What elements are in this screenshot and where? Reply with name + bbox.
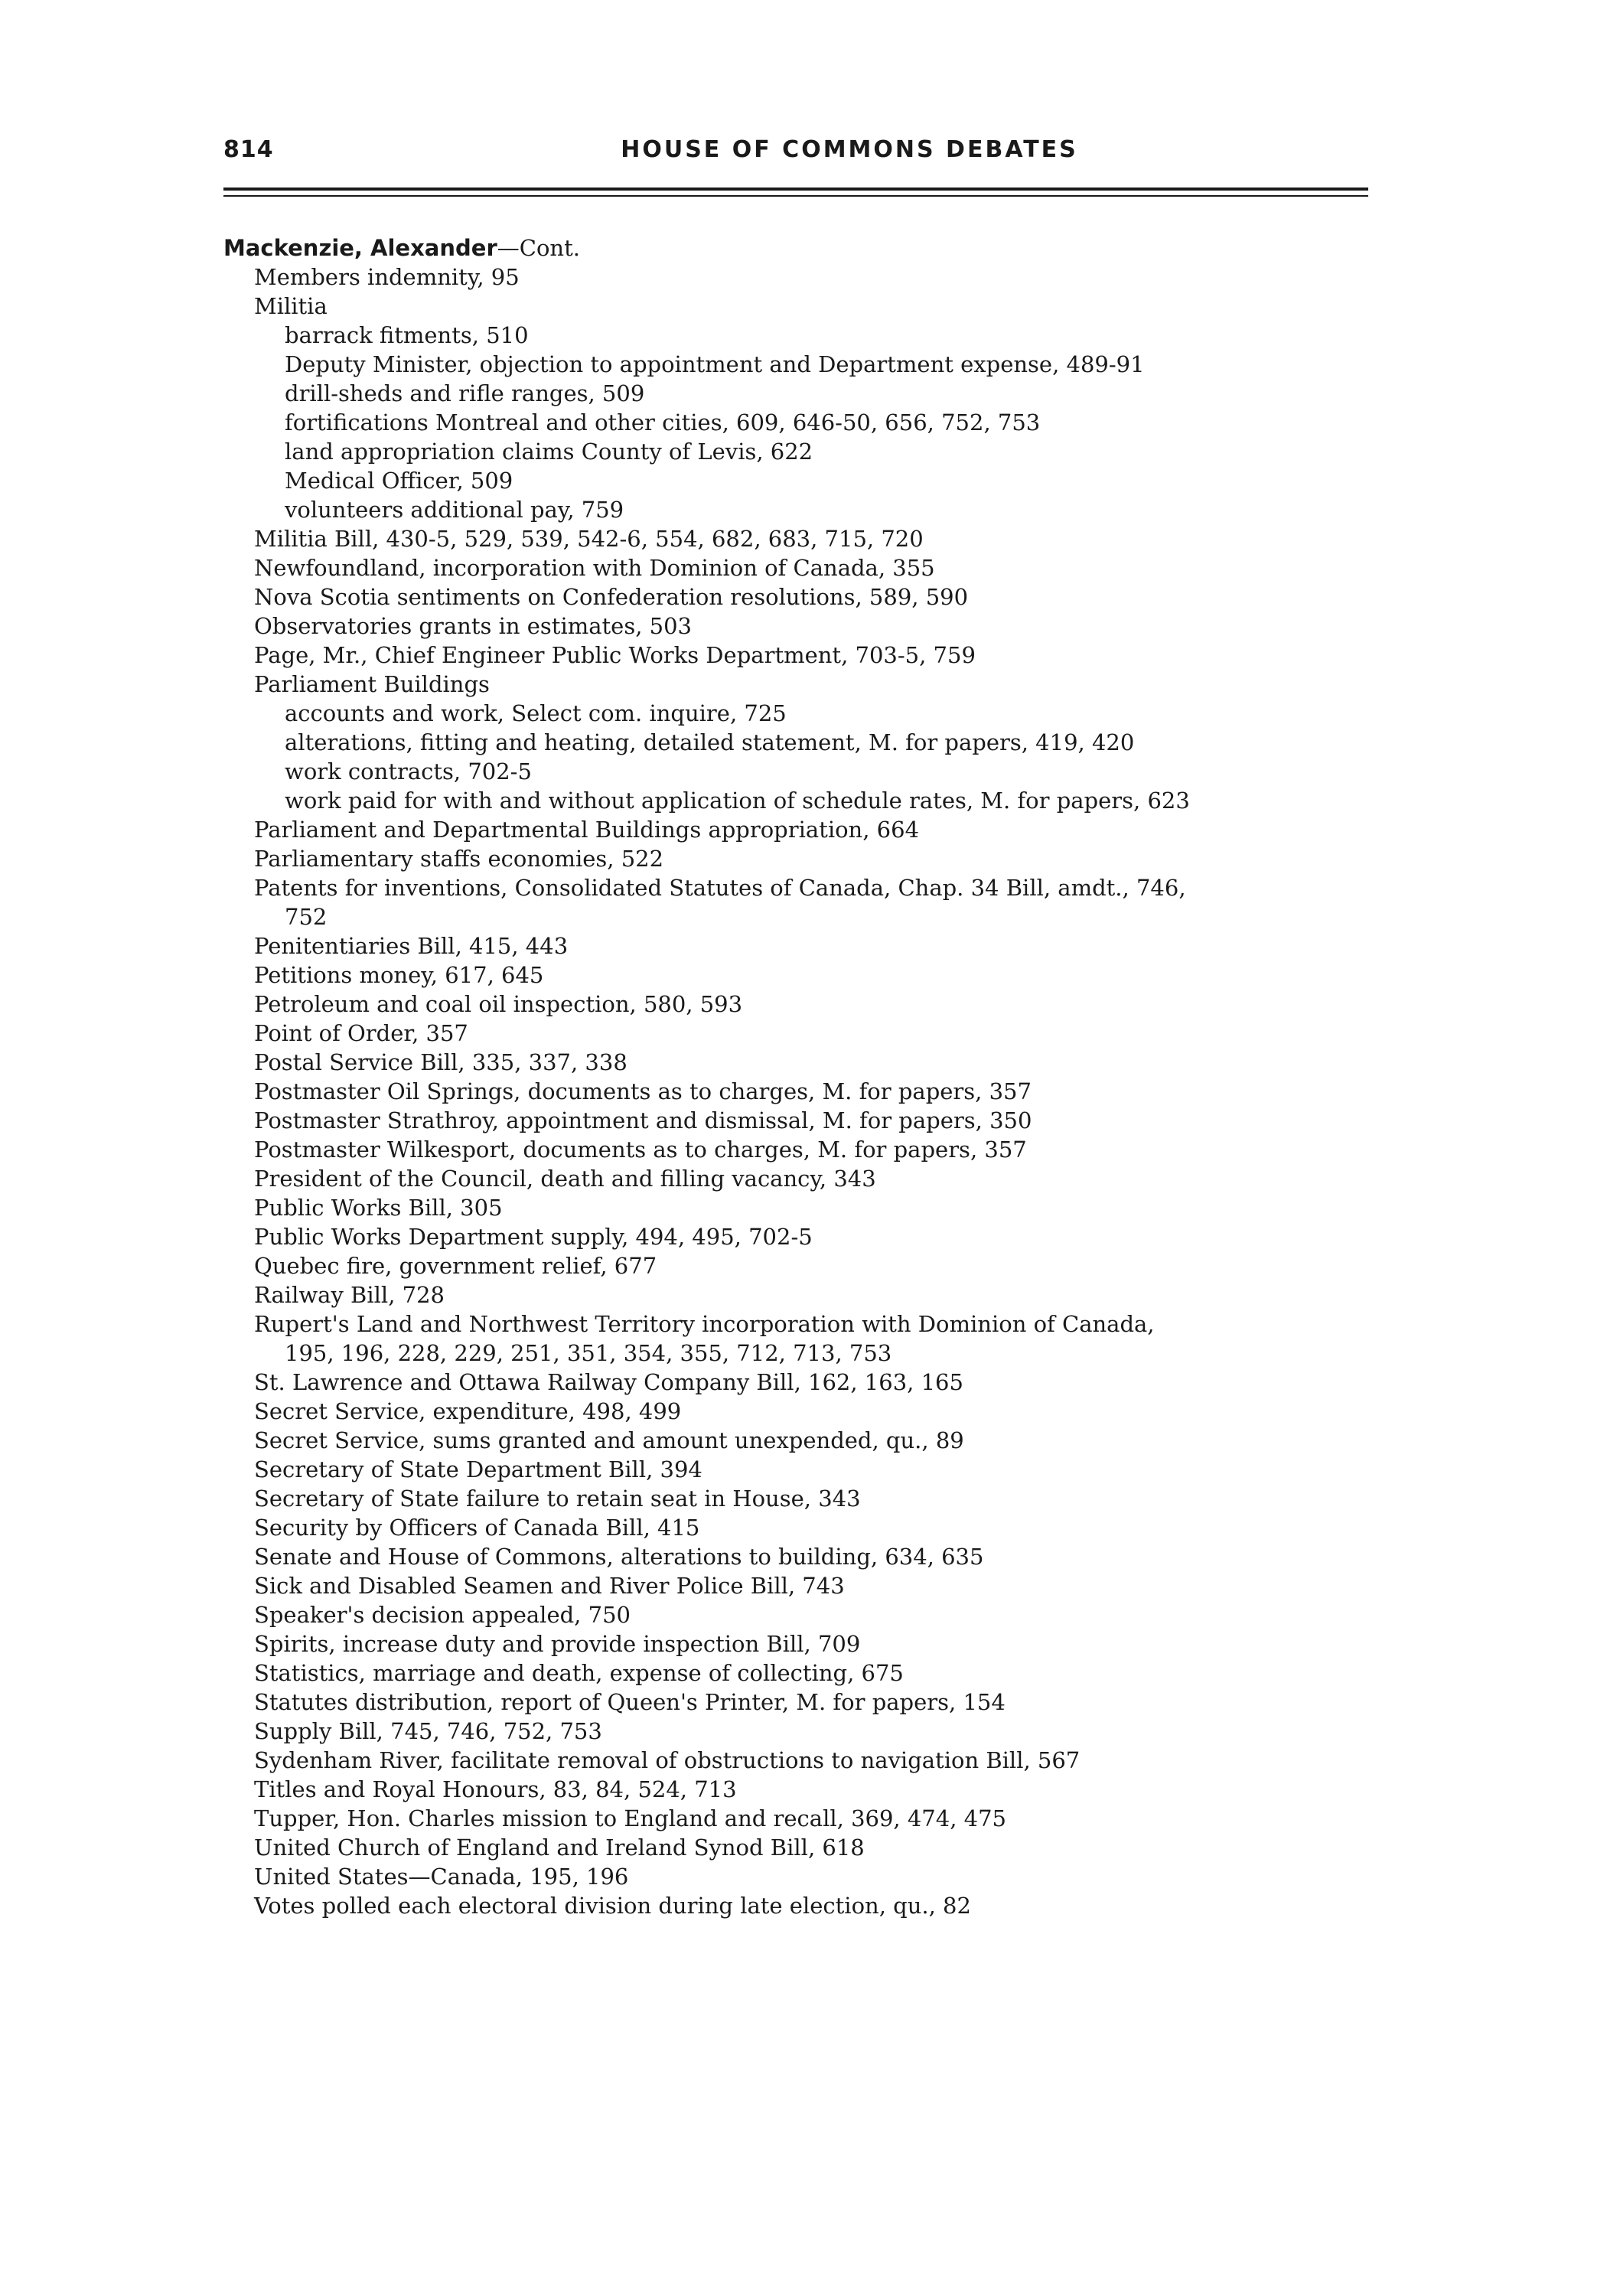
index-subentry: 195, 196, 228, 229, 251, 351, 354, 355, 712, 713, 753 xyxy=(285,1340,892,1366)
index-subentry: work paid for with and without application of schedule rates, M. for papers, 623 xyxy=(285,788,1190,814)
index-entry: Point of Order, 357 xyxy=(254,1020,468,1046)
index-entry: Patents for inventions, Consolidated Statutes of Canada, Chap. 34 Bill, amdt., 746, xyxy=(254,875,1186,901)
index-entry: Public Works Bill, 305 xyxy=(254,1195,503,1221)
index-entry: Secretary of State Department Bill, 394 xyxy=(254,1456,702,1482)
index-entry: Penitentiaries Bill, 415, 443 xyxy=(254,933,569,959)
index-subentry: accounts and work, Select com. inquire, 725 xyxy=(285,700,787,726)
index-entry: Postmaster Oil Springs, documents as to charges, M. for papers, 357 xyxy=(254,1078,1032,1104)
index-entry: Secret Service, expenditure, 498, 499 xyxy=(254,1398,682,1424)
page-number: 814 xyxy=(223,136,274,163)
index-entry: Militia Bill, 430-5, 529, 539, 542-6, 554, 682, 683, 715, 720 xyxy=(254,526,924,552)
index-entry: Parliamentary staffs economies, 522 xyxy=(254,846,664,872)
index-entry: Militia xyxy=(254,293,328,319)
index-entry: Secretary of State failure to retain seat in House, 343 xyxy=(254,1486,861,1512)
running-head-title: HOUSE OF COMMONS DEBATES xyxy=(621,136,1078,163)
index-subentry: 752 xyxy=(285,904,328,930)
index-entry: Statutes distribution, report of Queen's Printer, M. for papers, 154 xyxy=(254,1689,1006,1715)
index-entry: Titles and Royal Honours, 83, 84, 524, 713 xyxy=(254,1776,737,1802)
index-entry: Petitions money, 617, 645 xyxy=(254,962,544,988)
index-entry: Postmaster Wilkesport, documents as to charges, M. for papers, 357 xyxy=(254,1137,1027,1163)
index-entry: Sydenham River, facilitate removal of obstructions to navigation Bill, 567 xyxy=(254,1747,1081,1773)
index-entry: Newfoundland, incorporation with Dominion of Canada, 355 xyxy=(254,555,935,581)
index-entry: Railway Bill, 728 xyxy=(254,1282,445,1308)
index-entries xyxy=(223,233,1387,1920)
index-heading xyxy=(223,233,1387,263)
heading-suffix: —Cont. xyxy=(497,235,580,261)
index-subentry: drill-sheds and rifle ranges, 509 xyxy=(285,380,645,406)
index-subentry: Medical Officer, 509 xyxy=(285,468,513,494)
index-entry: St. Lawrence and Ottawa Railway Company Bill, 162, 163, 165 xyxy=(254,1369,963,1395)
index-entry: United States—Canada, 195, 196 xyxy=(254,1864,629,1890)
index-entry: Spirits, increase duty and provide inspection Bill, 709 xyxy=(254,1631,861,1657)
index-entry: Petroleum and coal oil inspection, 580, 593 xyxy=(254,991,743,1017)
index-entry: Supply Bill, 745, 746, 752, 753 xyxy=(254,1718,602,1744)
index-entry: Members indemnity, 95 xyxy=(254,264,520,290)
index-entry: Parliament and Departmental Buildings appropriation, 664 xyxy=(254,817,920,843)
index-entry: President of the Council, death and filling vacancy, 343 xyxy=(254,1166,876,1192)
heading-name: Mackenzie, Alexander xyxy=(223,235,497,261)
index-entry: Parliament Buildings xyxy=(254,671,490,697)
index-subentry: work contracts, 702-5 xyxy=(285,758,532,784)
index-entry: Page, Mr., Chief Engineer Public Works Department, 703-5, 759 xyxy=(254,642,976,668)
index-entry: Rupert's Land and Northwest Territory incorporation with Dominion of Canada, xyxy=(254,1311,1155,1337)
index-entry: Statistics, marriage and death, expense of collecting, 675 xyxy=(254,1660,904,1686)
index-subentry: volunteers additional pay, 759 xyxy=(285,497,624,523)
index-entry: Senate and House of Commons, alterations to building, 634, 635 xyxy=(254,1544,984,1570)
index-subentry: alterations, fitting and heating, detailed statement, M. for papers, 419, 420 xyxy=(285,729,1135,755)
index-entry: Nova Scotia sentiments on Confederation resolutions, 589, 590 xyxy=(254,584,969,610)
index-entry: Postmaster Strathroy, appointment and dismissal, M. for papers, 350 xyxy=(254,1107,1032,1133)
index-entry: United Church of England and Ireland Synod Bill, 618 xyxy=(254,1835,865,1861)
index-entry: Secret Service, sums granted and amount unexpended, qu., 89 xyxy=(254,1427,964,1453)
index-entry: Observatories grants in estimates, 503 xyxy=(254,613,692,639)
index-entry: Security by Officers of Canada Bill, 415 xyxy=(254,1515,700,1541)
index-entry: Sick and Disabled Seamen and River Police Bill, 743 xyxy=(254,1573,845,1599)
index-entry: Tupper, Hon. Charles mission to England and recall, 369, 474, 475 xyxy=(254,1805,1006,1831)
header-rule-thick xyxy=(223,188,1368,191)
index-subentry: fortifications Montreal and other cities, 609, 646-50, 656, 752, 753 xyxy=(285,409,1041,435)
index-entry: Quebec fire, government relief, 677 xyxy=(254,1253,657,1279)
index-subentry: barrack fitments, 510 xyxy=(285,322,529,348)
index-subentry: Deputy Minister, objection to appointment and Department expense, 489-91 xyxy=(285,351,1145,377)
index-entry: Postal Service Bill, 335, 337, 338 xyxy=(254,1049,627,1075)
index-entry: Public Works Department supply, 494, 495, 702-5 xyxy=(254,1224,813,1250)
header-rule-thin xyxy=(223,195,1368,197)
index-subentry: land appropriation claims County of Levis, 622 xyxy=(285,439,813,465)
index-entry: Speaker's decision appealed, 750 xyxy=(254,1602,631,1628)
index-entry: Votes polled each electoral division during late election, qu., 82 xyxy=(254,1893,971,1919)
